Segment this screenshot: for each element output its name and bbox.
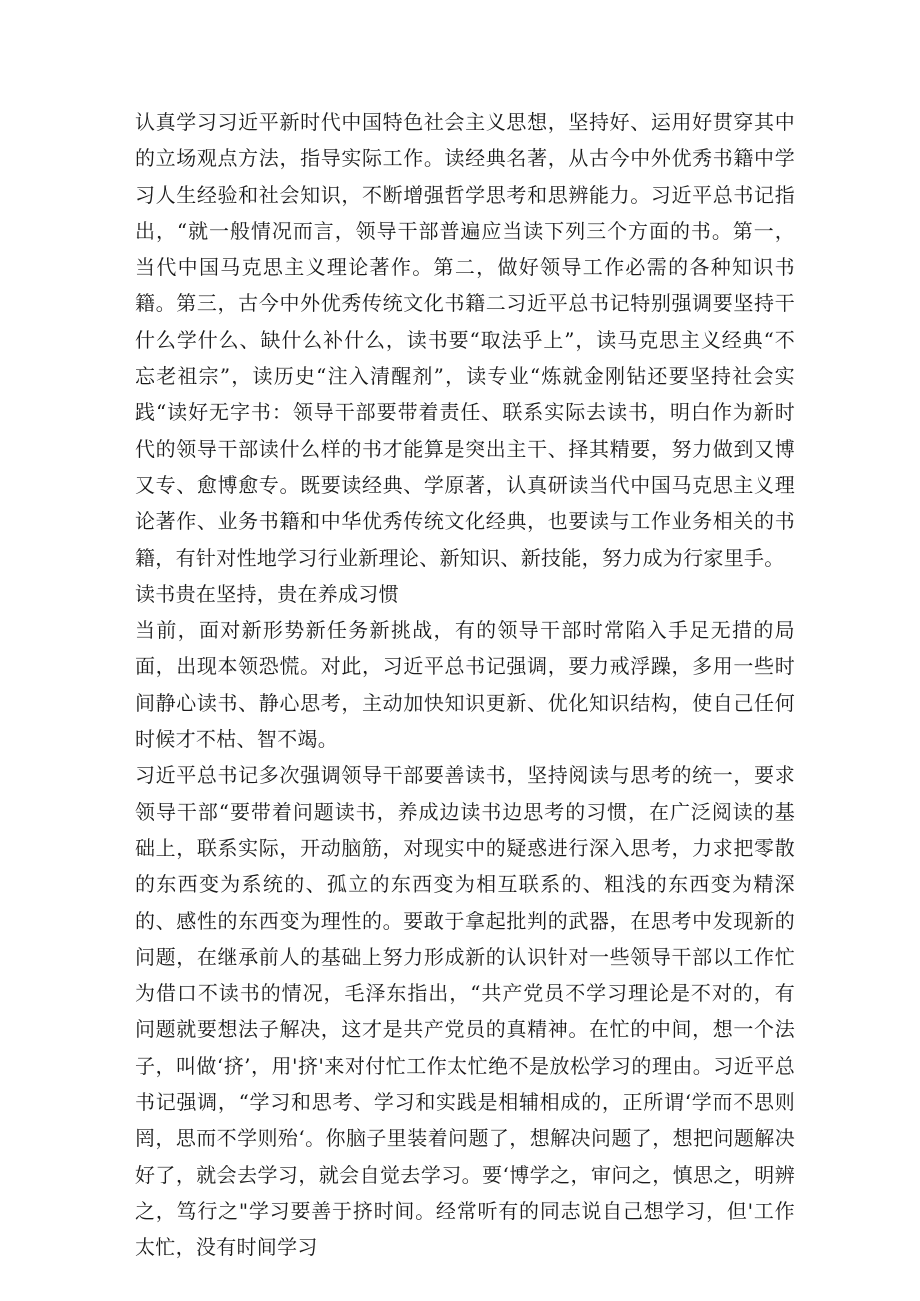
paragraph-current-challenges: 当前，面对新形势新任务新挑战，有的领导干部时常陷入手足无措的局面，出现本领恐慌。对此，习近平总书记强调，要力戒浮躁，多用一些时间静心读书、静心思考，主动加快知识更新、优化知识结构，使自己任何时候才不枯、智不竭。 [135, 618, 795, 752]
section-heading: 读书贵在坚持，贵在养成习惯 [135, 581, 399, 606]
document-body [135, 104, 795, 1266]
paragraph-read-and-think: 习近平总书记多次强调领导干部要善读书，坚持阅读与思考的统一，要求领导干部“要带着问题读书，养成边读书边思考的习惯，在广泛阅读的基础上，联系实际，开动脑筋，对现实中的疑惑进行深入思考，力求把零散的东西变为系统的、孤立的东西变为相互联系的、粗浅的东西变为精深的、感性的东西变为理性的。要敢于拿起批判的武器，在思考中发现新的问题，在继承前人的基础上努力形成新的认识针对一些领导干部以工作忙为借口不读书的情况，毛泽东指出，“共产党员不学习理论是不对的，有问题就要想法子解决，这才是共产党员的真精神。在忙的中间，想一个法子，叫做‘挤’，用'挤'来对付忙工作太忙绝不是放松学习的理由。习近平总书记强调，“学习和思考、学习和实践是相辅相成的，正所谓‘学而不思则罔，思而不学则殆‘。你脑子里装着问题了，想解决问题了，想把问题解决好了，就会去学习，就会自觉去学习。要‘博学之，审问之，慎思之，明辨之，笃行之"学习要善于挤时间。经常听有的同志说自己想学习，但'工作太忙，没有时间学习 [135, 763, 795, 1260]
paragraph-reading-classics: 认真学习习近平新时代中国特色社会主义思想，坚持好、运用好贯穿其中的立场观点方法，指导实际工作。读经典名著，从古今中外优秀书籍中学习人生经验和社会知识，不断增强哲学思考和思辨能力。习近平总书记指出，“就一般情况而言，领导干部普遍应当读下列三个方面的书。第一，当代中国马克思主义理论著作。第二，做好领导工作必需的各种知识书籍。第三，古今中外优秀传统文化书籍二习近平总书记特别强调要坚持干什么学什么、缺什么补什么，读书要“取法乎上”，读马克思主义经典“不忘老祖宗”，读历史“注入清醒剂”，读专业“炼就金刚钻还要坚持社会实践“读好无字书：领导干部要带着责任、联系实际去读书，明白作为新时代的领导干部读什么样的书才能算是突出主干、择其精要，努力做到又博又专、愈博愈专。既要读经典、学原著，认真研读当代中国马克思主义理论著作、业务书籍和中华优秀传统文化经典，也要读与工作业务相关的书籍，有针对性地学习行业新理论、新知识、新技能，努力成为行家里手。 [135, 110, 795, 570]
